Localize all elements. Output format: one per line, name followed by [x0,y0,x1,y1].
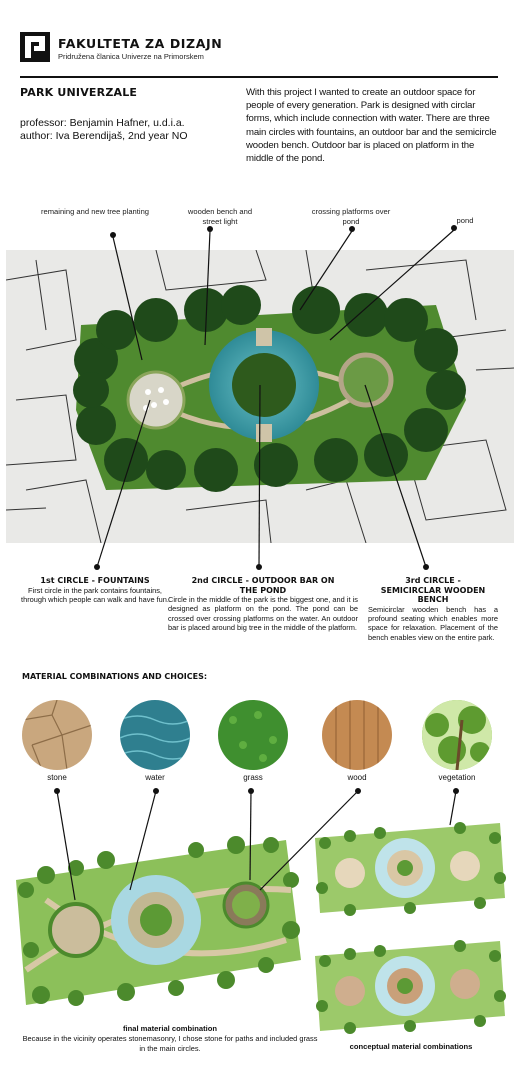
concept-plan-2 [310,936,510,1036]
water-label: water [145,773,165,782]
intro-text: With this project I wanted to create an outdoor space for people of every generation. Park is designed with circlar forms, which include connection with water. There are three main circles with fountains, an outdoor bar and the semicircle wooden bench. Outdoor bar is placed on platform in the middle of the pond. [246,87,497,165]
project-title: PARK UNIVERZALE [20,86,138,99]
circle-1-title: 1st CIRCLE - FOUNTAINS [40,576,150,585]
stone-swatch [22,700,92,770]
final-combination-plan [6,820,306,1020]
stone-label: stone [47,773,67,782]
professor-line: professor: Benjamin Hafner, u.d.i.a. [20,117,185,129]
final-combination-text: Because in the vicinity operates stonemasonry, I chose stone for paths and included grass in the main circles. [22,1034,318,1053]
grass-swatch [218,700,288,770]
circle-3-block [368,576,498,642]
circle-2-text: Circle in the middle of the park is the biggest one, and it is designed as platform on the pond. The pond can be crossed over crossing platforms on the water. An outdoor bar is placed around big tree in the middle of the platform. [168,595,358,633]
circle-1-block [20,576,170,604]
final-combination-title: final material combination [122,1024,218,1033]
callout-planting: remaining and new tree planting [40,207,150,216]
park-plan-image [6,250,514,543]
circle-2-block [168,576,358,633]
water-swatch [120,700,190,770]
callout-platforms: crossing platforms over pond [311,207,391,226]
wood-swatch [322,700,392,770]
circle-3-text: Semicirclar wooden bench has a profound seating which enables more space for relaxation. Placement of the bench enables view on the entire park. [368,604,498,642]
faculty-name: FAKULTETA ZA DIZAJN [58,36,223,51]
wood-label: wood [347,773,367,782]
faculty-subtitle: Pridružena članica Univerze na Primorskem [58,52,204,61]
faculty-logo-icon [20,32,50,62]
grass-label: grass [243,773,263,782]
header-divider [20,76,498,78]
callout-pond: pond [456,216,474,225]
circle-2-title: 2nd CIRCLE - OUTDOOR BAR ON THE POND [191,576,335,595]
concept-plan-1 [310,818,510,918]
callout-bench: wooden bench and street light [187,207,253,226]
vegetation-swatch [422,700,492,770]
vegetation-label: vegetation [438,773,476,782]
circle-1-text: First circle in the park contains fountains, through which people can walk and have fun. [21,585,169,604]
concept-combinations-title: conceptual material combinations [349,1042,473,1051]
author-line: author: Iva Berendijaš, 2nd year NO [20,130,188,142]
circle-3-title: 3rd CIRCLE - SEMICIRCLAR WOODEN BENCH [380,576,486,604]
materials-title: MATERIAL COMBINATIONS AND CHOICES: [22,672,208,681]
